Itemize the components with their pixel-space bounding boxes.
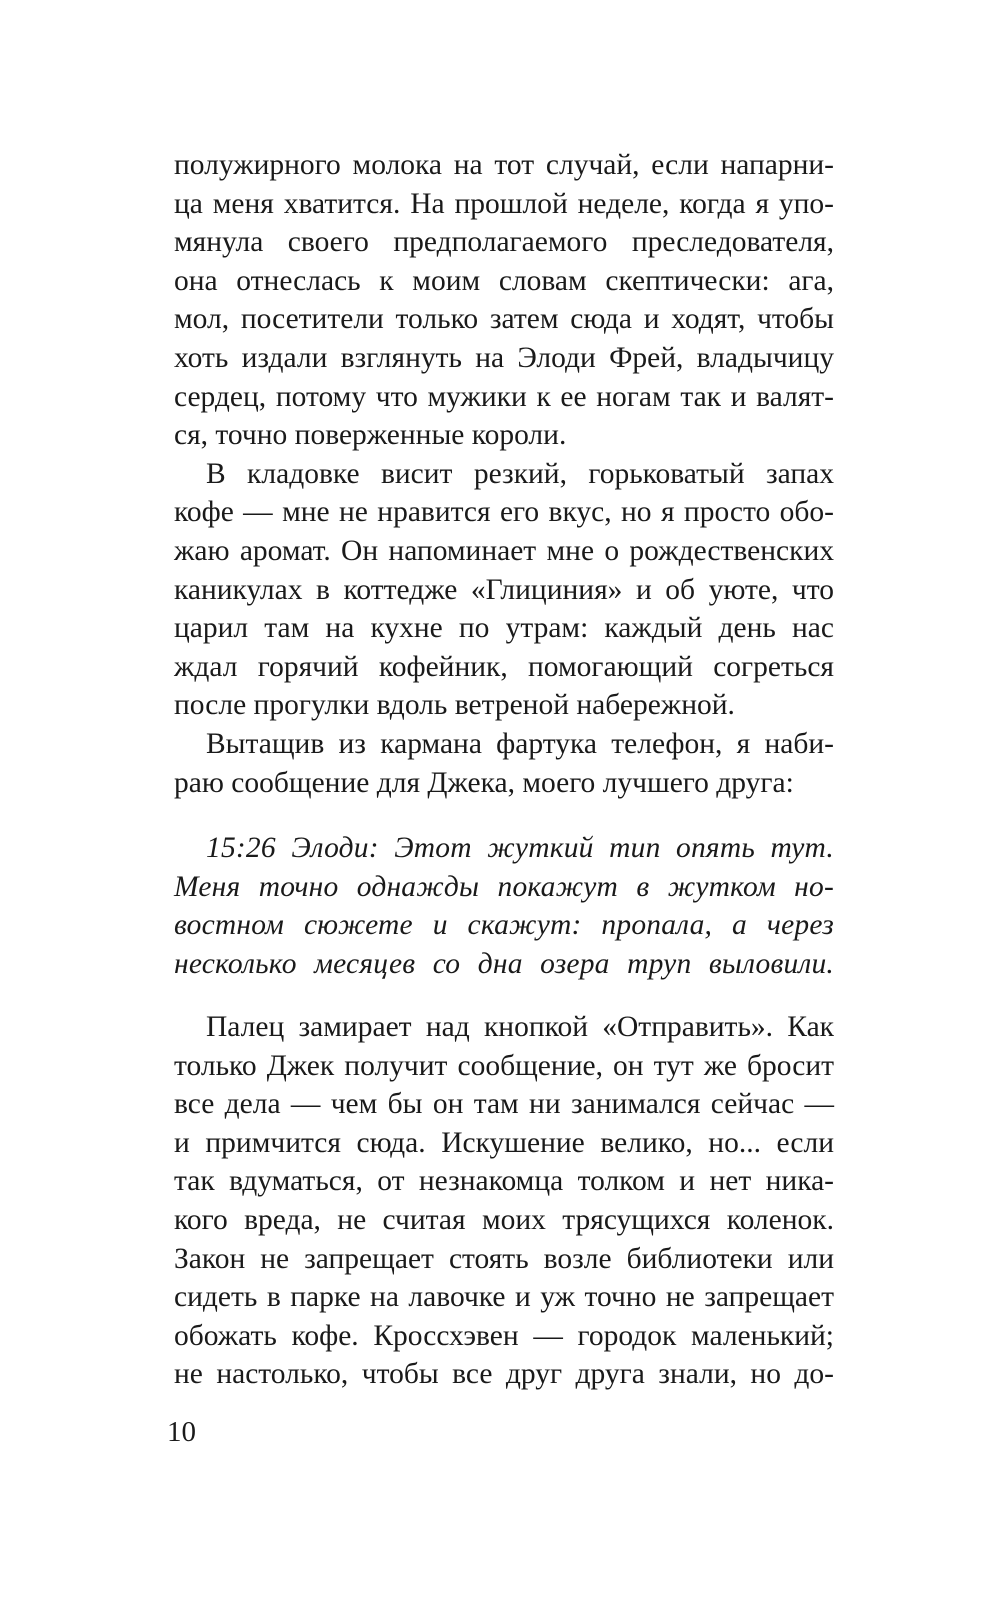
text-line: сидеть в парке на лавочке и уж точно не запрещает [174,1281,834,1314]
text-line: только Джек получит сообщение, он тут же бросит [174,1049,834,1082]
text-line: ся, точно поверженные короли. [174,419,567,452]
text-line: кого вреда, не считая моих трясущихся коленок. [174,1203,834,1236]
page-number: 10 [167,1416,196,1448]
text-line: царил там на кухне по утрам: каждый день нас [174,612,834,645]
text-line: Меня точно однажды покажут в жутком но- [174,870,834,903]
text-line: сердец, потому что мужики к ее ногам так и валят- [174,380,834,413]
text-line: она отнеслась к моим словам скептически: ага, [174,264,834,297]
text-line: каникулах в коттедже «Глициния» и об уюте, что [174,573,834,606]
paragraph [174,1008,834,1394]
text-line: после прогулки вдоль ветреной набережной. [174,689,735,722]
body-text-top [174,146,834,802]
text-line: 15:26 Элоди: Этот жуткий тип опять тут. [206,832,834,864]
text-line: В кладовке висит резкий, горьковатый запах [206,457,834,490]
paragraph [174,455,834,725]
text-line: так вдуматься, от незнакомца толком и нет ника- [174,1165,834,1198]
body-text-bottom [174,1008,834,1394]
text-line: Палец замирает над кнопкой «Отправить». Как [206,1011,834,1043]
text-line: востном сюжете и скажут: пропала, а через [174,909,834,942]
paragraph [174,146,834,455]
text-line: кофе — мне не нравится его вкус, но я просто обо- [174,496,834,529]
text-line: полужирного молока на тот случай, если напарни- [174,149,834,181]
text-line: мянула своего предполагаемого преследователя, [174,226,834,259]
paragraph [174,725,834,802]
text-line: раю сообщение для Джека, моего лучшего друга: [174,766,794,799]
text-line: хоть издали взглянуть на Элоди Фрей, владычицу [174,341,834,374]
text-line: ждал горячий кофейник, помогающий согреться [174,650,834,683]
text-line: и примчится сюда. Искушение велико, но... если [174,1126,834,1159]
text-line: все дела — чем бы он там ни занимался сейчас — [174,1088,834,1121]
text-message-quote [174,829,834,983]
text-line: ца меня хватится. На прошлой неделе, когда я упо- [174,187,834,220]
text-line: жаю аромат. Он напоминает мне о рождественских [174,534,834,567]
text-line: Вытащив из кармана фартука телефон, я наби- [206,727,834,760]
text-line: Закон не запрещает стоять возле библиотеки или [174,1242,834,1275]
text-line: несколько месяцев со дна озера труп выловили. [174,947,834,980]
text-line: обожать кофе. Кроссхэвен — городок маленький; [174,1319,834,1352]
text-line: не настолько, чтобы все друг друга знали, но до- [174,1358,834,1391]
text-line: мол, посетители только затем сюда и ходят, чтобы [174,303,834,336]
